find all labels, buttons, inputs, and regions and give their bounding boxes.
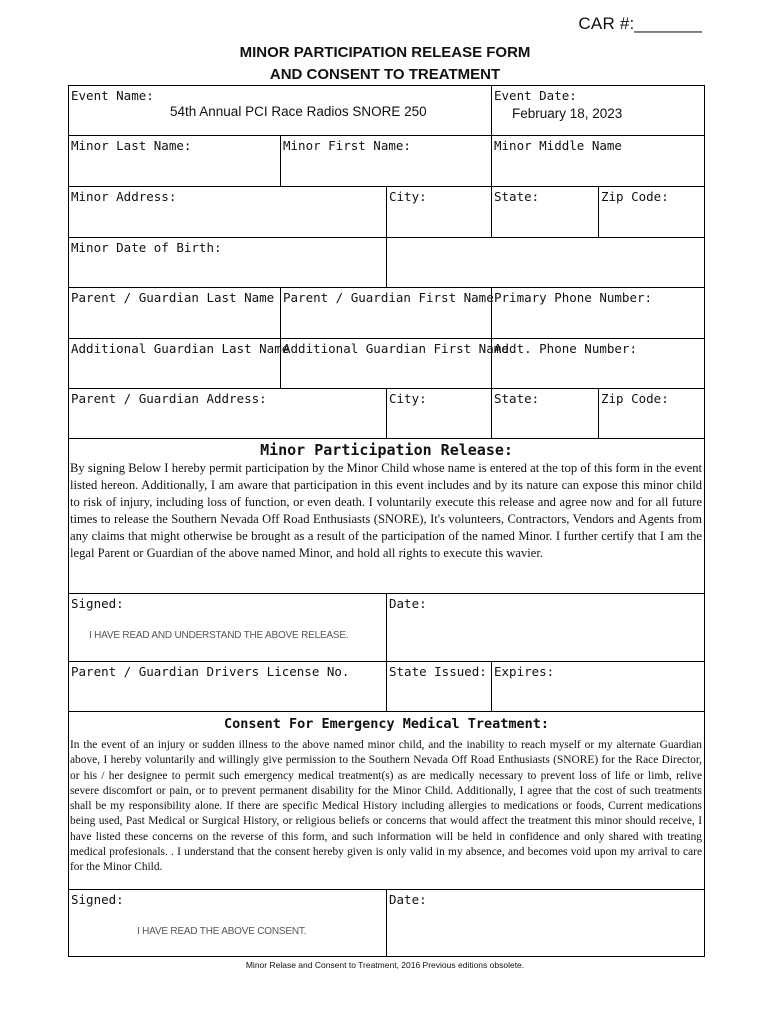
release-heading: Minor Participation Release: xyxy=(260,441,513,459)
form-title-line2: AND CONSENT TO TREATMENT xyxy=(269,66,501,83)
guardian-state-label: State: xyxy=(494,391,540,406)
event-date-field[interactable] xyxy=(492,86,704,135)
minor-city-field[interactable] xyxy=(387,187,492,237)
guardian-city-label: City: xyxy=(389,391,427,406)
minor-state-label: State: xyxy=(494,189,540,204)
minor-dob-label: Minor Date of Birth: xyxy=(71,240,222,255)
state-issued-field[interactable] xyxy=(387,662,492,711)
guardian-first-name-field[interactable] xyxy=(281,288,492,338)
guardian-city-field[interactable] xyxy=(387,389,492,438)
release-text: By signing Below I hereby permit participation by the Minor Child whose name is entered at the top of this form in the event listed hereon. Additionally, I am aware that participation in this event includes and by its nature can expose this minor child to risk of injury, including loss of function, or even death. I voluntarily execute this release and agree now and for all future times to release the Southern Nevada Off Road Enthusiasts (SNORE), It's volunteers, Contractors, Vendors and Agents from any claims that might otherwise be brought as a result of the participation of the named Minor. I further certify that I am the legal Parent or Guardian of the above named Minor, and hold all rights to execute this wavier. xyxy=(70,461,702,560)
event-name-field[interactable] xyxy=(69,86,492,135)
event-date-label: Event Date: xyxy=(494,88,577,103)
drivers-license-label: Parent / Guardian Drivers License No. xyxy=(71,664,350,679)
guardian-address-field[interactable] xyxy=(69,389,387,438)
drivers-license-field[interactable] xyxy=(69,662,387,711)
license-row xyxy=(69,662,704,712)
additional-phone-field[interactable] xyxy=(492,339,704,388)
expires-label: Expires: xyxy=(494,664,555,679)
release-date-label: Date: xyxy=(389,596,427,611)
minor-first-name-label: Minor First Name: xyxy=(283,138,411,153)
release-form xyxy=(68,85,705,957)
additional-guardian-first-name-label: Additional Guardian First Name xyxy=(283,341,509,356)
event-name-value: 54th Annual PCI Race Radios SNORE 250 xyxy=(170,104,427,119)
release-signed-note: I HAVE READ AND UNDERSTAND THE ABOVE RELEASE. xyxy=(89,630,349,641)
consent-signed-label: Signed: xyxy=(71,892,124,907)
guardian-phone-label: Primary Phone Number: xyxy=(494,290,653,305)
minor-middle-name-field[interactable] xyxy=(492,136,704,186)
car-number-label: CAR #:_______ xyxy=(578,14,702,33)
additional-guardian-last-name-label: Additional Guardian Last Name xyxy=(71,341,290,356)
consent-date-label: Date: xyxy=(389,892,427,907)
guardian-address-row xyxy=(69,389,704,439)
minor-zip-field[interactable] xyxy=(599,187,704,237)
minor-address-row xyxy=(69,187,704,238)
minor-state-field[interactable] xyxy=(492,187,599,237)
event-name-label: Event Name: xyxy=(71,88,154,103)
consent-signature-row xyxy=(69,890,704,956)
guardian-zip-label: Zip Code: xyxy=(601,391,669,406)
minor-middle-name-label: Minor Middle Name xyxy=(494,138,622,153)
consent-section xyxy=(69,712,704,890)
minor-city-label: City: xyxy=(389,189,427,204)
expires-field[interactable] xyxy=(492,662,704,711)
additional-guardian-row xyxy=(69,339,704,389)
consent-signed-note: I HAVE READ THE ABOVE CONSENT. xyxy=(137,926,307,937)
release-signature-row xyxy=(69,594,704,662)
minor-address-field[interactable] xyxy=(69,187,387,237)
release-signed-label: Signed: xyxy=(71,596,124,611)
additional-guardian-last-name-field[interactable] xyxy=(69,339,290,388)
minor-name-row xyxy=(69,136,704,187)
minor-last-name-field[interactable] xyxy=(69,136,281,186)
minor-last-name-label: Minor Last Name: xyxy=(71,138,192,153)
additional-phone-label: Addt. Phone Number: xyxy=(494,341,637,356)
form-title xyxy=(0,42,770,86)
release-date-field[interactable] xyxy=(387,594,704,661)
consent-signature-field[interactable] xyxy=(69,890,387,956)
consent-heading: Consent For Emergency Medical Treatment: xyxy=(223,716,550,732)
minor-dob-row xyxy=(69,238,704,288)
release-signature-field[interactable] xyxy=(69,594,387,661)
consent-text: In the event of an injury or sudden illness to the above named minor child, and the inability to reach myself or my alternate Guardian above, I hereby voluntarily and willingly give permission to the Southern Nevada Off Road Enthusiasts (SNORE) for the Race Director, or his / her designee to permit such emergency medical treatment(s) as are medically necessary to prevent loss of life or limb, relive severe discomfort or pain, or to prevent permanent disability for the Minor Child. Additionally, I agree that the cost of such treatments shall be my responsibility alone. If there are specific Medical History including allergies to medications or foods, Current medications being used, Past Medical or Surgical History, or religious beliefs or concerns that would affect the treatment this minor should receive, I have listed these concerns on the reverse of this form, and such information will be held in confidence and only shared with treating medical profesionals. . I understand that the consent hereby given is only valid in my absence, and becomes void upon my arrival to care for the Minor Child. xyxy=(70,739,702,874)
state-issued-label: State Issued: xyxy=(389,664,487,679)
minor-dob-field[interactable] xyxy=(69,238,387,287)
consent-date-field[interactable] xyxy=(387,890,704,956)
form-title-line1: MINOR PARTICIPATION RELEASE FORM xyxy=(239,44,531,61)
guardian-address-label: Parent / Guardian Address: xyxy=(71,391,267,406)
release-section xyxy=(69,439,704,594)
guardian-name-row xyxy=(69,288,704,339)
guardian-last-name-field[interactable] xyxy=(69,288,281,338)
minor-zip-label: Zip Code: xyxy=(601,189,669,204)
guardian-last-name-label: Parent / Guardian Last Name xyxy=(71,290,275,305)
guardian-first-name-label: Parent / Guardian First Name xyxy=(283,290,494,305)
minor-dob-blank-cell xyxy=(387,238,704,287)
event-row xyxy=(69,86,704,136)
additional-guardian-first-name-field[interactable] xyxy=(281,339,509,388)
guardian-zip-field[interactable] xyxy=(599,389,704,438)
event-date-value: February 18, 2023 xyxy=(512,106,623,121)
minor-address-label: Minor Address: xyxy=(71,189,177,204)
footer-note: Minor Relase and Consent to Treatment, 2016 Previous editions obsolete. xyxy=(245,960,525,970)
minor-first-name-field[interactable] xyxy=(281,136,492,186)
guardian-state-field[interactable] xyxy=(492,389,599,438)
guardian-phone-field[interactable] xyxy=(492,288,704,338)
